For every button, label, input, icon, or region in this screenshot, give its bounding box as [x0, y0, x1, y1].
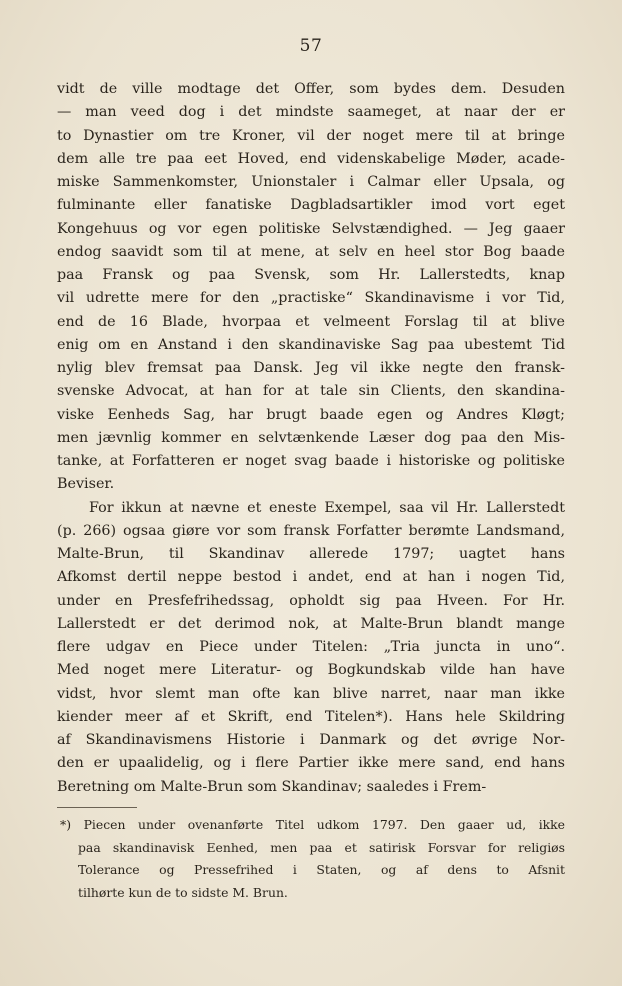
text-line: dem alle tre paa eet Hoved, end videnskabelige Møder, acade-: [57, 150, 565, 167]
text-line: nylig blev fremsat paa Dansk. Jeg vil ikke negte den fransk-: [57, 360, 565, 376]
text-line: endog saavidt som til at mene, at selv en heel stor Bog baade: [57, 243, 565, 260]
footnote-line: *) Piecen under ovenanførte Titel udkom 1797. Den gaaer ud, ikke: [60, 817, 565, 832]
footnote-divider: [57, 807, 137, 808]
footnote-line: Tolerance og Pressefrihed i Staten, og af dens to Afsnit: [78, 862, 565, 877]
text-line: vidt de ville modtage det Offer, som bydes dem. Desuden: [57, 81, 565, 97]
text-line: kiender meer af et Skrift, end Titelen*). Hans hele Skildring: [57, 708, 565, 725]
text-line: af Skandinavismens Historie i Danmark og det øvrige Nor-: [57, 732, 565, 748]
text-line: svenske Advocat, at han for at tale sin Clients, den skandina-: [57, 383, 565, 400]
page-number: 57: [299, 36, 323, 56]
text-line: viske Eenheds Sag, har brugt baade egen og Andres Kløgt;: [57, 406, 565, 423]
text-line: men jævnlig kommer en selvtænkende Læser dog paa den Mis-: [57, 429, 565, 446]
text-line: For ikkun at nævne et eneste Exempel, saa vil Hr. Lallerstedt: [89, 499, 565, 516]
text-line: Beretning om Malte-Brun som Skandinav; saaledes i Frem-: [57, 778, 487, 795]
text-line: under en Presfefrihedssag, opholdt sig paa Hveen. For Hr.: [57, 592, 565, 609]
text-line: Med noget mere Literatur- og Bogkundskab vilde han have: [57, 662, 565, 679]
text-line: Afkomst dertil neppe bestod i andet, end at han i nogen Tid,: [57, 569, 565, 586]
text-line: den er upaalidelig, og i flere Partier ikke mere sand, end hans: [57, 755, 565, 772]
text-line: Malte-Brun, til Skandinav allerede 1797; uagtet hans: [57, 546, 565, 562]
text-line: (p. 266) ogsaa giøre vor som fransk Forfatter berømte Landsmand,: [57, 522, 565, 539]
text-line: miske Sammenkomster, Unionstaler i Calmar eller Upsala, og: [57, 174, 565, 190]
body-text: [57, 78, 565, 799]
footnote-line: tilhørte kun de to sidste M. Brun.: [78, 884, 288, 900]
text-line: — man veed dog i det mindste saameget, at naar der er: [57, 104, 565, 121]
footnote-line: paa skandinavisk Eenhed, men paa et satirisk Forsvar for religiøs: [78, 839, 565, 855]
text-line: flere udgav en Piece under Titelen: „Tria juncta in uno“.: [57, 639, 565, 655]
text-line: Kongehuus og vor egen politiske Selvstændighed. — Jeg gaaer: [57, 220, 565, 237]
text-line: fulminante eller fanatiske Dagbladsartikler imod vort eget: [57, 197, 565, 214]
text-line: enig om en Anstand i den skandinaviske Sag paa ubestemt Tid: [57, 336, 565, 353]
text-line: paa Fransk og paa Svensk, som Hr. Lallerstedts, knap: [57, 267, 565, 283]
text-line: vil udrette mere for den „practiske“ Skandinavisme i vor Tid,: [57, 290, 565, 307]
text-line: tanke, at Forfatteren er noget svag baade i historiske og politiske: [57, 453, 565, 469]
text-line: end de 16 Blade, hvorpaa et velmeent Forslag til at blive: [57, 313, 565, 330]
text-line: vidst, hvor slemt man ofte kan blive narret, naar man ikke: [57, 685, 565, 702]
text-line: Lallerstedt er det derimod nok, at Malte-Brun blandt mange: [57, 615, 565, 632]
text-line: to Dynastier om tre Kroner, vil der noget mere til at bringe: [57, 127, 565, 144]
footnote: [60, 814, 565, 904]
text-line: Beviser.: [57, 476, 115, 493]
